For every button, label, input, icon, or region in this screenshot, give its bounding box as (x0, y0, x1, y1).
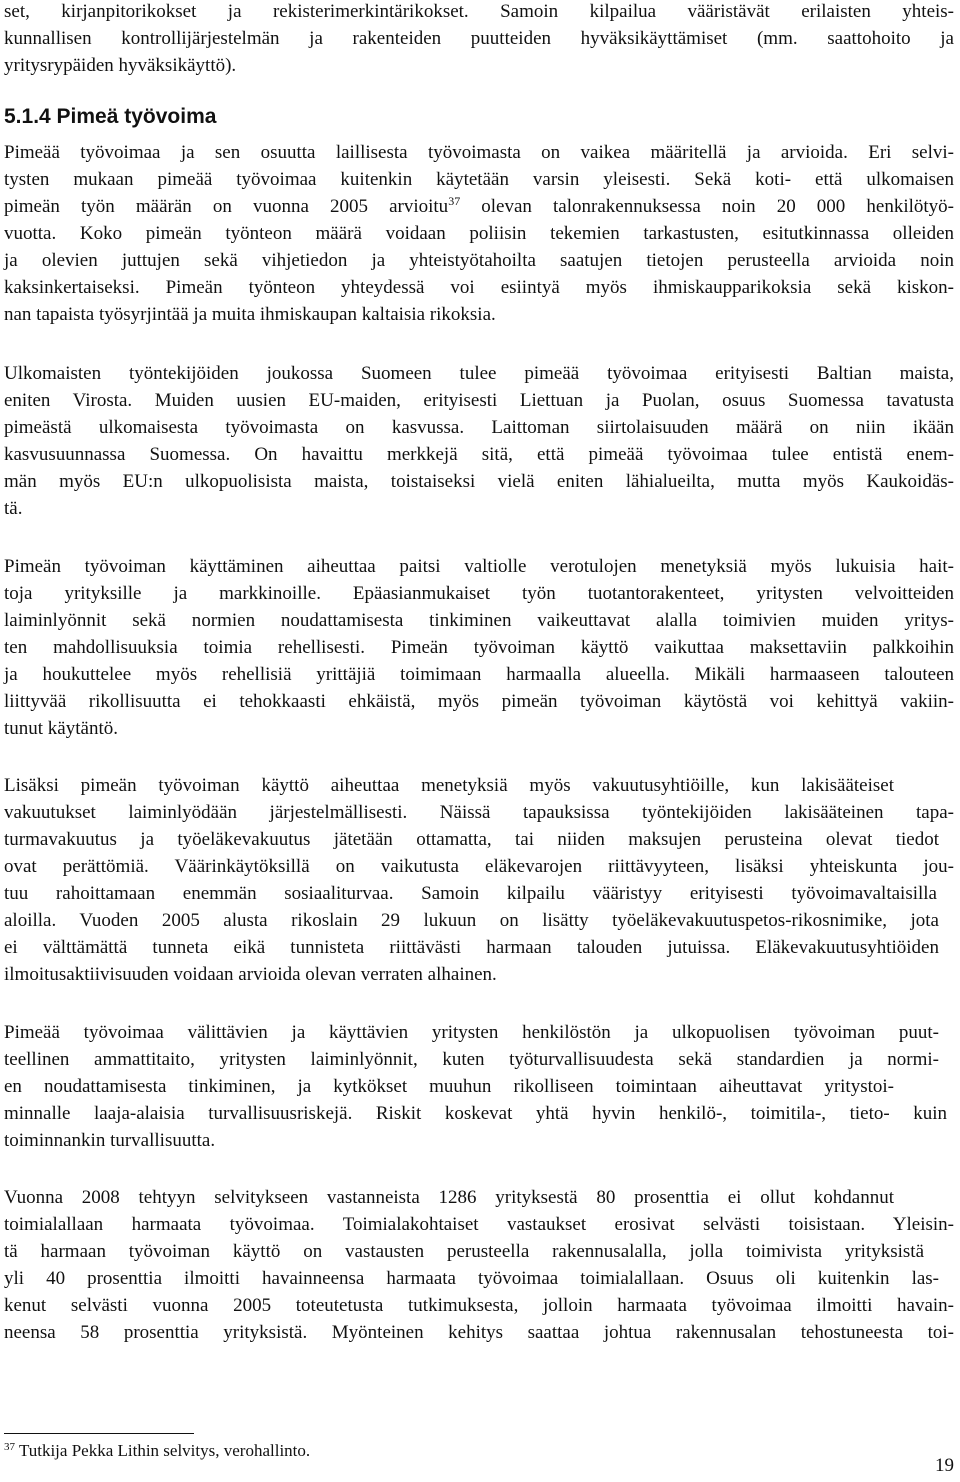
text-line: nan tapaista työsyrjintää ja muita ihmiskaupan kaltaisia rikoksia. (4, 304, 496, 325)
text-line: kenut selvästi vuonna 2005 toteutetusta tutkimuksesta, jolloin harmaata työvoimaa ilmoitti havain- (4, 1295, 954, 1316)
text-line: eniten Virosta. Muiden uusien EU-maiden, erityisesti Liettuan ja Puolan, osuus Suomessa tavatusta (4, 390, 954, 411)
text-segment: pimeän työn määrän on vuonna 2005 arvioitu (4, 196, 449, 217)
text-line: toimialallaan harmaata työvoimaa. Toimialakohtaiset vastaukset erosivat selvästi toisistaan. Yleisin- (4, 1214, 954, 1235)
text-line: minnalle laaja-alaisia turvallisuusriskejä. Riskit koskevat yhtä hyvin henkilö-, toimitila-, tieto- kuin (4, 1103, 947, 1124)
text-line: turmavakuutus ja työeläkevakuutus jätetään ottamatta, tai niiden maksujen perusteina olevat tiedot (4, 829, 939, 850)
text-line: kasvusuunnassa Suomessa. On havaittu merkkejä sitä, että pimeää työvoimaa tulee entistä enem- (4, 444, 954, 465)
text-line: set, kirjanpitorikokset ja rekisterimerkintärikokset. Samoin kilpailua vääristävät erilaisten yhteis- (4, 1, 954, 22)
text-line: toja yrityksille ja markkinoille. Epäasianmukaiset työn tuotantorakenteet, yritysten velvoitteiden (4, 583, 954, 604)
text-line: vuotta. Koko pimeän työnteon määrä voidaan poliisin tekemien tarkastusten, esitutkinnassa olleiden (4, 223, 954, 244)
text-line: ilmoitusaktiivisuuden voidaan arvioida olevan verraten alhainen. (4, 964, 497, 985)
text-segment: olevan talonrakennuksessa noin 20 000 henkilötyö- (460, 196, 954, 217)
footnote-divider (4, 1433, 194, 1434)
text-line: vakuutukset laiminlyödään järjestelmällisesti. Näissä tapauksissa työntekijöiden lakisääteinen tapa- (4, 802, 954, 823)
text-line: kunnallisen kontrollijärjestelmän ja rakenteiden puutteiden hyväksikäyttämiset (mm. saattohoito ja (4, 28, 954, 49)
footnote-marker: 37 (448, 194, 461, 208)
text-line: ja houkuttelee myös rehellisiä yrittäjiä toimimaan harmaalla alueella. Mikäli harmaaseen talouteen (4, 664, 954, 685)
text-line: Pimeää työvoimaa välittävien ja käyttävien yritysten henkilöstön ja ulkopuolisen työvoiman puut- (4, 1022, 939, 1043)
text-line: tä harmaan työvoiman käyttö on vastausten perusteella rakennusalalla, jolla toimivista yrityksistä (4, 1241, 924, 1262)
text-line: laiminlyönnit sekä normien noudattamisesta tinkiminen vaikeuttavat alalla toimivien muiden yritys- (4, 610, 954, 631)
text-line: toiminnankin turvallisuutta. (4, 1130, 216, 1151)
text-line: neensa 58 prosenttia yrityksistä. Myönteinen kehitys saattaa johtua rakennusalan tehostuneesta toi- (4, 1322, 954, 1343)
page-number: 19 (935, 1455, 954, 1476)
text-line: liittyvää rikollisuutta ei tehokkaasti ehkäistä, myös pimeän työvoiman käytöstä voi kehittyä vakiin- (4, 691, 954, 712)
footnote (4, 1440, 310, 1462)
text-line: tuu rahoittamaan enemmän sosiaaliturvaa. Samoin kilpailu vääristyy erityisesti työvoimavaltaisilla (4, 883, 937, 904)
text-line: yritysrypäiden hyväksikäyttö). (4, 55, 237, 76)
text-line: Pimeää työvoimaa ja sen osuutta laillisesta työvoimasta on vaikea määritellä ja arvioida. Eri selvi- (4, 142, 954, 163)
text-line: Lisäksi pimeän työvoiman käyttö aiheuttaa menetyksiä myös vakuutusyhtiöille, kun lakisääteiset (4, 775, 894, 796)
text-line: tunut käytäntö. (4, 718, 118, 739)
footnote-number: 37 (4, 1441, 15, 1453)
text-line: män myös EU:n ulkopuolisista maista, toistaiseksi vielä eniten lähialueilta, mutta myös Kaukoidäs- (4, 471, 954, 492)
text-line: tysten mukaan pimeää työvoimaa kuitenkin käytetään varsin yleisesti. Sekä koti- että ulkomaisen (4, 169, 954, 190)
text-line-with-footnote-marker (4, 193, 954, 220)
text-line: ten mahdollisuuksia toimia rehellisesti. Pimeän työvoiman käyttö vaikuttaa maksettaviin palkkoihin (4, 637, 954, 658)
text-line: yli 40 prosenttia ilmoitti havainneensa harmaata työvoimaa toimialallaan. Osuus oli kuitenkin las- (4, 1268, 939, 1289)
text-line: tä. (4, 498, 23, 519)
text-line: ovat perättömiä. Väärinkäytöksillä on vaikutusta eläkevarojen riittävyyteen, lisäksi yhteiskunta jou- (4, 856, 954, 877)
section-heading: 5.1.4 Pimeä työvoima (4, 105, 217, 128)
footnote-text: Tutkija Pekka Lithin selvitys, verohallinto. (15, 1441, 311, 1460)
text-line: Vuonna 2008 tehtyyn selvitykseen vastanneista 1286 yrityksestä 80 prosenttia ei ollut kohdannut (4, 1187, 894, 1208)
text-line: teellinen ammattitaito, yritysten laiminlyönnit, kuten työturvallisuudesta sekä standardien ja normi- (4, 1049, 939, 1070)
text-line: Ulkomaisten työntekijöiden joukossa Suomeen tulee pimeää työvoimaa erityisesti Baltian maista, (4, 363, 954, 384)
text-line: ei välttämättä tunneta eikä tunnisteta riittävästi harmaan talouden jutuissa. Eläkevakuutusyhtiöiden (4, 937, 939, 958)
text-line: en noudattamisesta tinkiminen, ja kytkökset muuhun rikolliseen toimintaan aiheuttavat yritystoi- (4, 1076, 894, 1097)
text-line: pimeästä ulkomaisesta työvoimasta on kasvussa. Laittoman siirtolaisuuden määrä on niin ikään (4, 417, 954, 438)
text-line: aloilla. Vuoden 2005 alusta rikoslain 29 lukuun on lisätty työeläkevakuutuspetos-rikosnimike, jota (4, 910, 939, 931)
text-line: ja olevien juttujen sekä vihjetiedon ja yhteistyötahoilta saatujen tietojen perusteella arvioida noin (4, 250, 954, 271)
text-line: kaksinkertaiseksi. Pimeän työnteon yhteydessä voi esiintyä myös ihmiskaupparikoksia sekä kiskon- (4, 277, 954, 298)
text-line: Pimeän työvoiman käyttäminen aiheuttaa paitsi valtiolle verotulojen menetyksiä myös lukuisia hait- (4, 556, 954, 577)
